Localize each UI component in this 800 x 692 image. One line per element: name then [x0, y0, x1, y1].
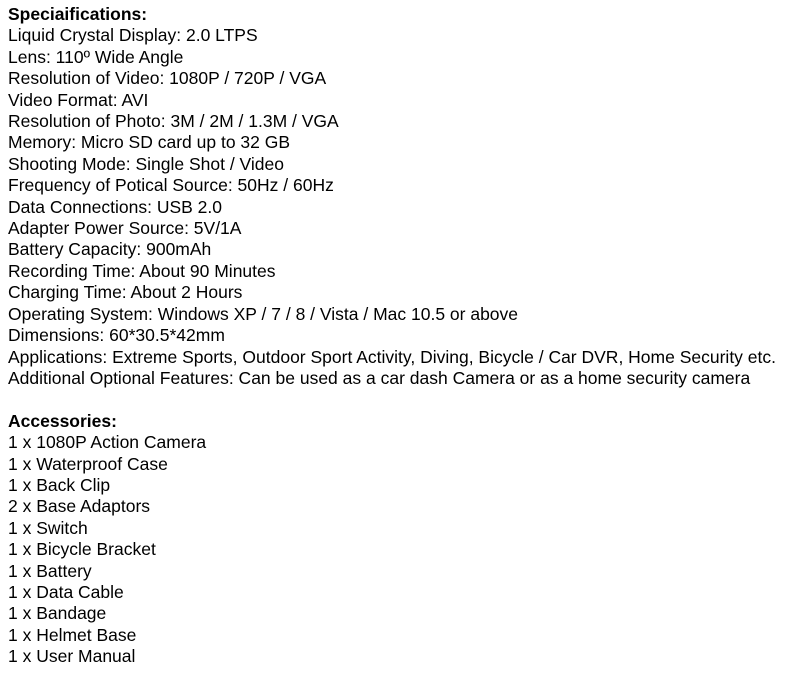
spec-line: Additional Optional Features: Can be used as a car dash Camera or as a home security camera	[8, 367, 751, 388]
spec-line: Video Format: AVI	[8, 89, 149, 110]
section-spacer	[8, 389, 798, 410]
spec-line: Resolution of Video: 1080P / 720P / VGA	[8, 68, 327, 89]
specifications-section	[8, 4, 798, 389]
document-page	[8, 4, 798, 668]
accessory-line: 1 x Switch	[8, 517, 88, 538]
accessory-line: 1 x Bandage	[8, 603, 107, 624]
specifications-heading: Speciaifications:	[8, 4, 148, 24]
spec-line: Memory: Micro SD card up to 32 GB	[8, 132, 291, 153]
accessory-line: 1 x User Manual	[8, 646, 136, 667]
accessory-line: 1 x Data Cable	[8, 581, 124, 602]
accessory-line: 1 x Waterproof Case	[8, 453, 168, 474]
spec-line: Lens: 110º Wide Angle	[8, 46, 184, 67]
accessories-heading: Accessories:	[8, 410, 117, 431]
spec-line: Adapter Power Source: 5V/1A	[8, 218, 242, 239]
accessory-line: 1 x 1080P Action Camera	[8, 432, 207, 453]
spec-line: Operating System: Windows XP / 7 / 8 / Vista / Mac 10.5 or above	[8, 303, 519, 324]
accessory-line: 1 x Battery	[8, 560, 92, 581]
accessory-line: 1 x Helmet Base	[8, 624, 137, 645]
accessories-section	[8, 411, 798, 668]
spec-line: Charging Time: About 2 Hours	[8, 282, 243, 303]
accessory-line: 1 x Bicycle Bracket	[8, 539, 156, 560]
spec-line: Dimensions: 60*30.5*42mm	[8, 325, 225, 346]
accessory-line: 2 x Base Adaptors	[8, 496, 151, 517]
spec-line: Frequency of Potical Source: 50Hz / 60Hz	[8, 175, 334, 196]
spec-line: Applications: Extreme Sports, Outdoor Sport Activity, Diving, Bicycle / Car DVR, Home Security etc.	[8, 346, 777, 367]
spec-line: Shooting Mode: Single Shot / Video	[8, 153, 284, 174]
spec-line: Liquid Crystal Display: 2.0 LTPS	[8, 25, 258, 46]
spec-line: Battery Capacity: 900mAh	[8, 239, 212, 260]
accessory-line: 1 x Back Clip	[8, 474, 111, 495]
spec-line: Data Connections: USB 2.0	[8, 196, 223, 217]
spec-line: Recording Time: About 90 Minutes	[8, 260, 276, 281]
spec-line: Resolution of Photo: 3M / 2M / 1.3M / VGA	[8, 111, 339, 132]
